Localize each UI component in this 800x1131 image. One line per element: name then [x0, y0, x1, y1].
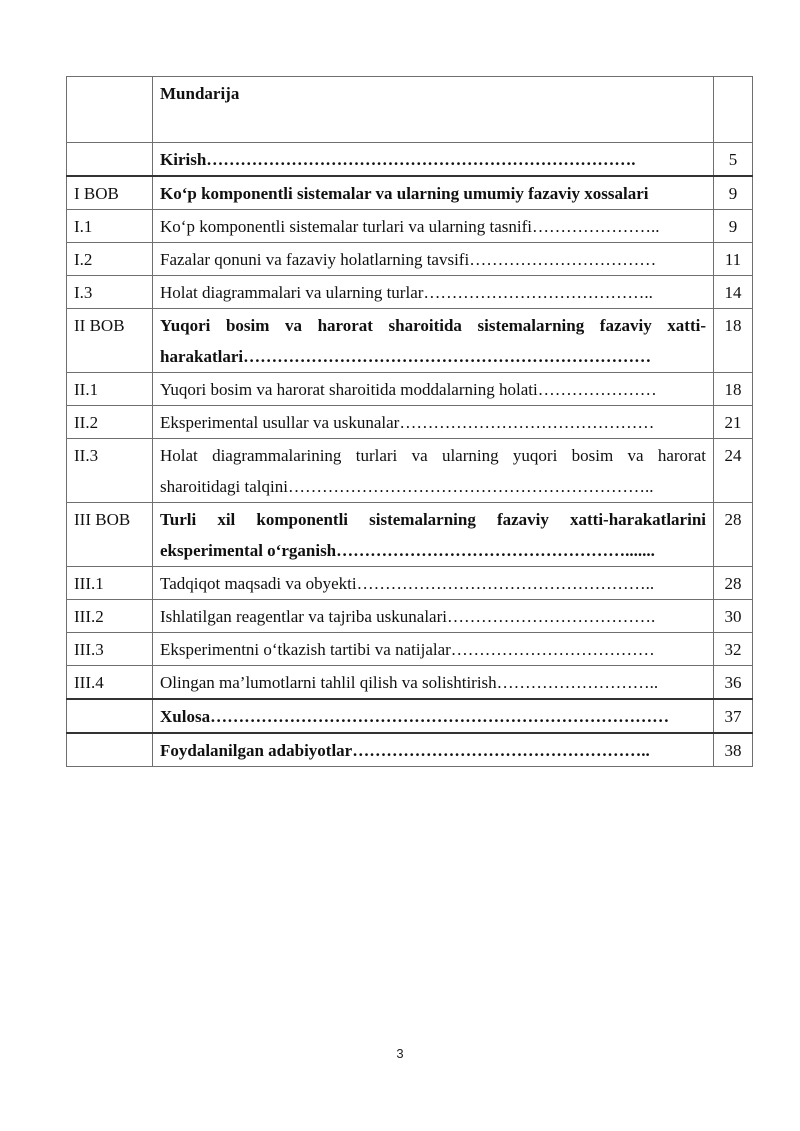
toc-section-number: II.1	[67, 373, 153, 406]
toc-entry-title: Olingan ma’lumotlarni tahlil qilish va solishtirish………………………..	[153, 666, 714, 700]
toc-row	[67, 176, 753, 210]
toc-entry-title: Holat diagrammalari va ularning turlar…………………………………..	[153, 276, 714, 309]
toc-page-number: 18	[714, 309, 753, 373]
toc-page-number: 24	[714, 439, 753, 503]
toc-row	[67, 600, 753, 633]
toc-section-number	[67, 143, 153, 177]
toc-row	[67, 699, 753, 733]
toc-section-number: II BOB	[67, 309, 153, 373]
toc-body	[67, 77, 753, 767]
toc-row	[67, 439, 753, 503]
toc-section-number: III.4	[67, 666, 153, 700]
toc-entry-title: Ko‘p komponentli sistemalar va ularning umumiy fazaviy xossalari	[153, 176, 714, 210]
heading-num-cell	[67, 77, 153, 143]
toc-entry-title: Yuqori bosim va harorat sharoitida moddalarning holati…………………	[153, 373, 714, 406]
toc-entry-title: Foydalanilgan adabiyotlar……………………………………………..	[153, 733, 714, 767]
toc-row	[67, 276, 753, 309]
toc-entry-title: Yuqori bosim va harorat sharoitida sistemalarning fazaviy xatti-harakatlari………………………………………………………………	[153, 309, 714, 373]
toc-heading: Mundarija	[153, 77, 714, 143]
toc-heading-row	[67, 77, 753, 143]
toc-entry-title: Xulosa………………………………………………………………………	[153, 699, 714, 733]
toc-section-number	[67, 699, 153, 733]
toc-section-number: I.3	[67, 276, 153, 309]
toc-page-number: 18	[714, 373, 753, 406]
toc-row	[67, 243, 753, 276]
toc-section-number: III.2	[67, 600, 153, 633]
toc-page-number: 5	[714, 143, 753, 177]
toc-entry-title: Tadqiqot maqsadi va obyekti……………………………………………..	[153, 567, 714, 600]
toc-entry-title: Turli xil komponentli sistemalarning fazaviy xatti-harakatlarini eksperimental o‘rganish…………………………………………….......	[153, 503, 714, 567]
toc-section-number: III.3	[67, 633, 153, 666]
toc-entry-title: Ko‘p komponentli sistemalar turlari va ularning tasnifi…………………..	[153, 210, 714, 243]
toc-section-number: III BOB	[67, 503, 153, 567]
toc-section-number: I.1	[67, 210, 153, 243]
toc-row	[67, 733, 753, 767]
toc-page-number: 30	[714, 600, 753, 633]
toc-section-number: II.3	[67, 439, 153, 503]
toc-page-number: 32	[714, 633, 753, 666]
toc-row	[67, 567, 753, 600]
toc-row	[67, 210, 753, 243]
toc-row	[67, 309, 753, 373]
toc-section-number	[67, 733, 153, 767]
toc-page-number: 38	[714, 733, 753, 767]
toc-section-number: I BOB	[67, 176, 153, 210]
toc-page-number: 28	[714, 567, 753, 600]
toc-page-number: 9	[714, 210, 753, 243]
toc-page-number: 21	[714, 406, 753, 439]
toc-entry-title: Eksperimentni o‘tkazish tartibi va natijalar………………………………	[153, 633, 714, 666]
toc-page-number: 37	[714, 699, 753, 733]
page-number: 3	[396, 1046, 404, 1061]
toc-entry-title: Kirish………………………………………………………………….	[153, 143, 714, 177]
toc-entry-title: Eksperimental usullar va uskunalar………………………………………	[153, 406, 714, 439]
toc-section-number: II.2	[67, 406, 153, 439]
toc-page-number: 11	[714, 243, 753, 276]
toc-entry-title: Fazalar qonuni va fazaviy holatlarning tavsifi……………………………	[153, 243, 714, 276]
heading-page-cell	[714, 77, 753, 143]
toc-row	[67, 503, 753, 567]
toc-page-number: 14	[714, 276, 753, 309]
toc-page-number: 9	[714, 176, 753, 210]
toc-section-number: I.2	[67, 243, 153, 276]
toc-page-number: 36	[714, 666, 753, 700]
table-of-contents	[66, 76, 753, 767]
toc-row	[67, 373, 753, 406]
toc-entry-title: Holat diagrammalarining turlari va ularning yuqori bosim va harorat sharoitidagi talqini………………………………………………………..	[153, 439, 714, 503]
toc-row	[67, 666, 753, 700]
toc-page-number: 28	[714, 503, 753, 567]
toc-row	[67, 143, 753, 177]
toc-row	[67, 406, 753, 439]
toc-row	[67, 633, 753, 666]
toc-section-number: III.1	[67, 567, 153, 600]
toc-entry-title: Ishlatilgan reagentlar va tajriba uskunalari……………………………….	[153, 600, 714, 633]
